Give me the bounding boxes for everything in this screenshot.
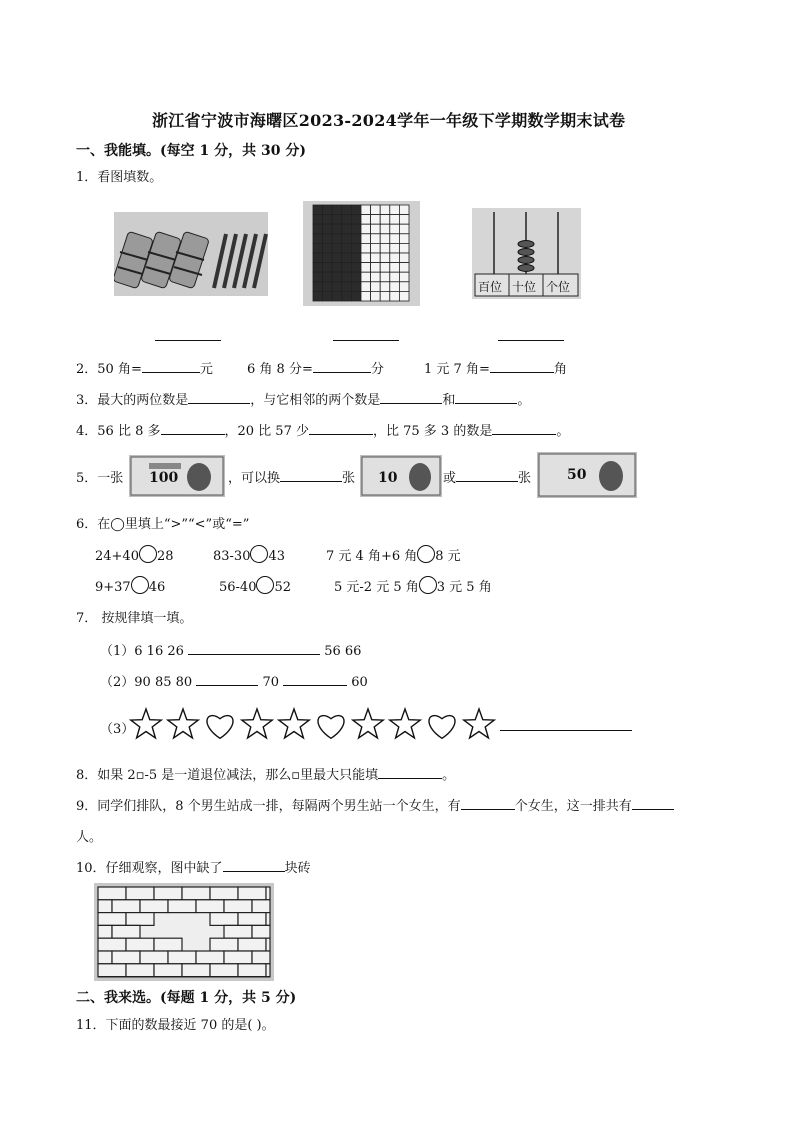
grid-cell xyxy=(371,272,381,282)
q9-part-a: 同学们排队，8 个男生站成一排，每隔两个男生站一个女生，有 xyxy=(97,799,461,814)
q7-part-1-end: 56 66 xyxy=(324,644,362,659)
grid-cell xyxy=(332,215,342,225)
brick-wall-picture xyxy=(94,883,274,981)
banknote-50-value: 50 xyxy=(567,467,587,483)
q6-item-3-right: 8 元 xyxy=(435,549,461,564)
hundred-grid-picture xyxy=(303,201,420,306)
brick xyxy=(112,951,140,964)
brick xyxy=(266,913,270,926)
brick xyxy=(210,964,238,977)
brick xyxy=(98,964,126,977)
grid-cell xyxy=(332,224,342,234)
grid-cell xyxy=(361,215,371,225)
grid-cell xyxy=(371,205,381,215)
question-9-line-1 xyxy=(76,795,674,814)
grid-cell xyxy=(351,282,361,292)
q6-item-5-right: 52 xyxy=(274,580,292,595)
q6-item-2-left: 83-30 xyxy=(213,549,251,564)
q2-part-b: 6 角 8 分= xyxy=(247,362,313,377)
q8-blank[interactable] xyxy=(378,764,442,779)
grid-cell xyxy=(380,282,390,292)
brick xyxy=(98,925,112,938)
brick xyxy=(126,938,154,951)
q1-answer-blank-2[interactable] xyxy=(333,340,399,341)
brick xyxy=(126,913,154,926)
brick xyxy=(238,938,266,951)
brick xyxy=(140,951,168,964)
brick xyxy=(182,887,210,900)
q10-blank[interactable] xyxy=(223,857,285,872)
q2-unit-b: 分 xyxy=(370,362,384,377)
section-heading-2: 二、我来选。(每题 1 分，共 5 分) xyxy=(76,990,297,1006)
question-9-line-2: 人。 xyxy=(76,830,103,845)
grid-cell xyxy=(371,263,381,273)
banknote-100-picture xyxy=(129,455,225,497)
grid-cell xyxy=(390,263,400,273)
grid-cell xyxy=(399,205,409,215)
question-6-label: 6．在◯里填上“>”“<”或“=” xyxy=(76,517,250,532)
grid-cell xyxy=(399,272,409,282)
grid-cell xyxy=(332,282,342,292)
q2-unit-a: 元 xyxy=(199,362,213,377)
q5-part-e: 张 xyxy=(518,471,532,486)
grid-cell xyxy=(313,205,323,215)
grid-cell xyxy=(323,272,333,282)
q2-blank-a[interactable] xyxy=(142,358,200,373)
brick xyxy=(98,913,126,926)
q6-item-4 xyxy=(95,576,165,595)
grid-cell xyxy=(332,205,342,215)
grid-cell xyxy=(313,224,323,234)
q1-answer-blank-3[interactable] xyxy=(498,340,564,341)
banknote-50-picture xyxy=(537,452,637,498)
grid-cell xyxy=(380,215,390,225)
grid-cell xyxy=(323,234,333,244)
grid-cell xyxy=(399,224,409,234)
brick xyxy=(154,887,182,900)
grid-cell xyxy=(390,282,400,292)
q11-number: 11． xyxy=(76,1018,106,1033)
grid-cell xyxy=(390,253,400,263)
grid-cell xyxy=(323,224,333,234)
brick xyxy=(98,951,112,964)
q5-part-c: 张 xyxy=(342,471,356,486)
grid-cell xyxy=(313,234,323,244)
brick xyxy=(252,951,270,964)
q8-part-a: 如果 2▫-5 是一道退位减法，那么▫里最大只能填 xyxy=(97,768,379,783)
brick xyxy=(182,964,210,977)
grid-cell xyxy=(361,253,371,263)
grid-cell xyxy=(351,291,361,301)
grid-cell xyxy=(390,272,400,282)
grid-cell xyxy=(332,253,342,263)
q6-circle-4[interactable] xyxy=(131,576,149,594)
brick xyxy=(224,951,252,964)
q7-part-2-label: （2）90 85 80 xyxy=(100,675,193,690)
brick xyxy=(112,925,140,938)
star-icon xyxy=(279,709,309,738)
q7-part-2 xyxy=(100,671,368,690)
q7-part-2-mid: 70 xyxy=(262,675,279,690)
brick xyxy=(112,900,140,913)
q7-part-1-label: （1）6 16 26 xyxy=(100,644,184,659)
grid-cell xyxy=(380,272,390,282)
grid-cell xyxy=(399,243,409,253)
q4-part-d: 。 xyxy=(556,424,570,439)
q3-blank-1[interactable] xyxy=(188,389,250,404)
grid-cell xyxy=(351,253,361,263)
grid-cell xyxy=(323,205,333,215)
grid-cell xyxy=(342,224,352,234)
brick xyxy=(196,951,224,964)
brick xyxy=(154,964,182,977)
grid-cell xyxy=(342,243,352,253)
q6-item-2 xyxy=(213,545,285,564)
q1-answer-blank-1[interactable] xyxy=(155,340,221,341)
question-5-text-a xyxy=(76,467,123,486)
grid-cell xyxy=(371,224,381,234)
grid-cell xyxy=(371,253,381,263)
q7-part-2-blank-1[interactable] xyxy=(196,671,258,686)
grid-cell xyxy=(399,215,409,225)
q5-blank-2[interactable] xyxy=(456,467,518,482)
grid-cell xyxy=(390,205,400,215)
grid-cell xyxy=(313,272,323,282)
q8-number: 8． xyxy=(76,768,98,783)
brick xyxy=(98,938,126,951)
brick xyxy=(210,887,238,900)
question-5-text-b xyxy=(228,467,355,486)
grid-cell xyxy=(342,215,352,225)
grid-cell xyxy=(361,243,371,253)
page-title: 浙江省宁波市海曙区2023-2024学年一年级下学期数学期末试卷 xyxy=(152,111,626,130)
q3-blank-2[interactable] xyxy=(380,389,442,404)
q7-shape-sequence xyxy=(128,705,504,745)
grid-cell xyxy=(399,291,409,301)
q6-item-3-left: 7 元 4 角+6 角 xyxy=(326,549,418,564)
question-10 xyxy=(76,857,311,876)
q2-part-c: 1 元 7 角= xyxy=(424,362,490,377)
grid-cell xyxy=(380,243,390,253)
grid-cell xyxy=(361,205,371,215)
heart-icon xyxy=(207,716,233,739)
q6-circle-6[interactable] xyxy=(419,576,437,594)
grid-cell xyxy=(361,224,371,234)
question-3 xyxy=(76,389,530,408)
grid-cell xyxy=(380,224,390,234)
q6-item-3 xyxy=(326,545,461,564)
brick xyxy=(224,925,252,938)
q5-number: 5． xyxy=(76,471,98,486)
brick xyxy=(252,900,270,913)
q9-blank-1[interactable] xyxy=(461,795,515,810)
grid-cell xyxy=(371,282,381,292)
banknote-10-picture xyxy=(360,455,442,497)
brick xyxy=(224,900,252,913)
grid-cell xyxy=(380,253,390,263)
brick xyxy=(98,900,112,913)
q3-part-d: 。 xyxy=(517,393,531,408)
q11-part-a: 下面的数最接近 70 的是( )。 xyxy=(105,1018,275,1033)
q6-item-5 xyxy=(219,576,291,595)
q4-part-b: ，20 比 57 少 xyxy=(224,424,309,439)
q6-item-5-left: 56-40 xyxy=(219,580,257,595)
star-icon xyxy=(464,709,494,738)
grid-cell xyxy=(342,205,352,215)
question-7-label: 7． 按规律填一填。 xyxy=(76,611,193,626)
q6-circle-1[interactable] xyxy=(139,545,157,563)
q2-blank-b[interactable] xyxy=(313,358,371,373)
q4-blank-3[interactable] xyxy=(492,420,556,435)
star-icon xyxy=(168,709,198,738)
q6-item-1 xyxy=(95,545,174,564)
grid-cell xyxy=(351,272,361,282)
grid-cell xyxy=(342,282,352,292)
heart-icon xyxy=(429,716,455,739)
q7-part-2-end: 60 xyxy=(351,675,368,690)
grid-cell xyxy=(351,215,361,225)
q4-part-c: ，比 75 多 3 的数是 xyxy=(372,424,493,439)
grid-cell xyxy=(342,272,352,282)
q6-item-1-right: 28 xyxy=(156,549,174,564)
q7-part-1-blank[interactable] xyxy=(188,640,320,655)
grid-cell xyxy=(390,291,400,301)
question-11 xyxy=(76,1014,275,1033)
q6-item-2-right: 43 xyxy=(268,549,286,564)
brick xyxy=(140,900,168,913)
q10-number: 10． xyxy=(76,861,106,876)
q7-part-1 xyxy=(100,640,361,659)
q6-item-4-left: 9+37 xyxy=(95,580,131,595)
brick xyxy=(98,887,126,900)
grid-cell xyxy=(323,243,333,253)
q6-item-6 xyxy=(334,576,492,595)
grid-cell xyxy=(332,263,342,273)
q4-blank-1[interactable] xyxy=(161,420,225,435)
brick xyxy=(266,887,270,900)
grid-cell xyxy=(390,234,400,244)
q4-blank-2[interactable] xyxy=(309,420,373,435)
grid-cell xyxy=(351,224,361,234)
grid-cell xyxy=(351,234,361,244)
grid-cell xyxy=(380,263,390,273)
brick xyxy=(210,938,238,951)
question-4 xyxy=(76,420,569,439)
q3-blank-3[interactable] xyxy=(455,389,517,404)
grid-cell xyxy=(371,215,381,225)
q8-part-b: 。 xyxy=(442,768,456,783)
brick xyxy=(196,900,224,913)
brick xyxy=(168,900,196,913)
q5-part-d: 或 xyxy=(443,471,457,486)
q9-number: 9． xyxy=(76,799,98,814)
q3-part-c: 和 xyxy=(442,393,456,408)
star-icon xyxy=(353,709,383,738)
q7-part-3-label: （3） xyxy=(100,722,135,737)
grid-cell xyxy=(313,253,323,263)
grid-cell xyxy=(313,215,323,225)
grid-cell xyxy=(342,234,352,244)
brick xyxy=(126,964,154,977)
q5-blank-1[interactable] xyxy=(280,467,342,482)
grid-cell xyxy=(380,205,390,215)
grid-cell xyxy=(351,205,361,215)
brick xyxy=(238,964,266,977)
grid-cell xyxy=(371,234,381,244)
grid-cell xyxy=(361,263,371,273)
grid-cell xyxy=(399,234,409,244)
banknote-100-value: 100 xyxy=(149,470,179,486)
grid-cell xyxy=(323,215,333,225)
sticks-picture xyxy=(114,212,268,296)
grid-cell xyxy=(380,234,390,244)
q5-part-b: ，可以换 xyxy=(228,471,281,486)
grid-cell xyxy=(351,243,361,253)
q7-part-2-blank-2[interactable] xyxy=(283,671,347,686)
grid-cell xyxy=(399,263,409,273)
q7-part-3-blank[interactable] xyxy=(500,730,632,731)
q3-number: 3． xyxy=(76,393,98,408)
grid-cell xyxy=(323,282,333,292)
q4-number: 4． xyxy=(76,424,98,439)
grid-cell xyxy=(390,224,400,234)
q6-item-4-right: 46 xyxy=(148,580,166,595)
q6-item-6-right: 3 元 5 角 xyxy=(436,580,492,595)
grid-cell xyxy=(323,263,333,273)
grid-cell xyxy=(313,282,323,292)
heart-icon xyxy=(318,716,344,739)
q6-item-1-left: 24+40 xyxy=(95,549,139,564)
star-icon xyxy=(242,709,272,738)
q6-circle-5[interactable] xyxy=(256,576,274,594)
q10-part-b: 块砖 xyxy=(284,861,311,876)
q2-blank-c[interactable] xyxy=(490,358,554,373)
q5-part-a: 一张 xyxy=(97,471,124,486)
q3-part-a: 最大的两位数是 xyxy=(97,393,189,408)
grid-cell xyxy=(313,243,323,253)
grid-cell xyxy=(323,253,333,263)
brick xyxy=(126,887,154,900)
abacus-label-hundreds: 百位 xyxy=(478,280,503,294)
q6-item-6-left: 5 元-2 元 5 角 xyxy=(334,580,419,595)
q2-part-a: 50 角= xyxy=(97,362,142,377)
grid-cell xyxy=(342,253,352,263)
star-icon xyxy=(131,709,161,738)
brick xyxy=(154,938,182,951)
grid-cell xyxy=(313,263,323,273)
grid-cell xyxy=(361,282,371,292)
grid-cell xyxy=(380,291,390,301)
brick xyxy=(252,925,270,938)
grid-cell xyxy=(332,272,342,282)
grid-cell xyxy=(399,282,409,292)
grid-cell xyxy=(399,253,409,263)
brick xyxy=(266,938,270,951)
question-1-label: 1．看图填数。 xyxy=(76,170,163,185)
grid-cell xyxy=(342,291,352,301)
question-8 xyxy=(76,764,455,783)
question-5-text-c xyxy=(443,467,531,486)
q2-unit-c: 角 xyxy=(553,362,567,377)
grid-cell xyxy=(342,263,352,273)
q6-circle-2[interactable] xyxy=(250,545,268,563)
brick xyxy=(238,887,266,900)
q6-circle-3[interactable] xyxy=(417,545,435,563)
brick xyxy=(266,964,270,977)
brick xyxy=(210,913,238,926)
grid-cell xyxy=(313,291,323,301)
q9-blank-2[interactable] xyxy=(632,795,674,810)
grid-cell xyxy=(332,291,342,301)
q10-part-a: 仔细观察，图中缺了 xyxy=(105,861,223,876)
abacus-picture xyxy=(472,208,581,299)
grid-cell xyxy=(361,272,371,282)
banknote-10-value: 10 xyxy=(378,470,398,486)
grid-cell xyxy=(332,234,342,244)
grid-cell xyxy=(390,215,400,225)
question-2 xyxy=(76,358,567,377)
q4-part-a: 56 比 8 多 xyxy=(97,424,161,439)
grid-cell xyxy=(323,291,333,301)
brick xyxy=(238,913,266,926)
section-heading-1: 一、我能填。(每空 1 分，共 30 分) xyxy=(76,143,306,159)
abacus-label-ones: 个位 xyxy=(546,280,571,294)
q2-number: 2． xyxy=(76,362,98,377)
grid-cell xyxy=(351,263,361,273)
brick xyxy=(168,951,196,964)
grid-cell xyxy=(361,234,371,244)
grid-cell xyxy=(371,243,381,253)
q9-part-b: 个女生，这一排共有 xyxy=(514,799,632,814)
grid-cell xyxy=(371,291,381,301)
grid-cell xyxy=(332,243,342,253)
abacus-label-tens: 十位 xyxy=(512,280,537,294)
q3-part-b: ，与它相邻的两个数是 xyxy=(250,393,381,408)
grid-cell xyxy=(390,243,400,253)
grid-cell xyxy=(361,291,371,301)
star-icon xyxy=(390,709,420,738)
